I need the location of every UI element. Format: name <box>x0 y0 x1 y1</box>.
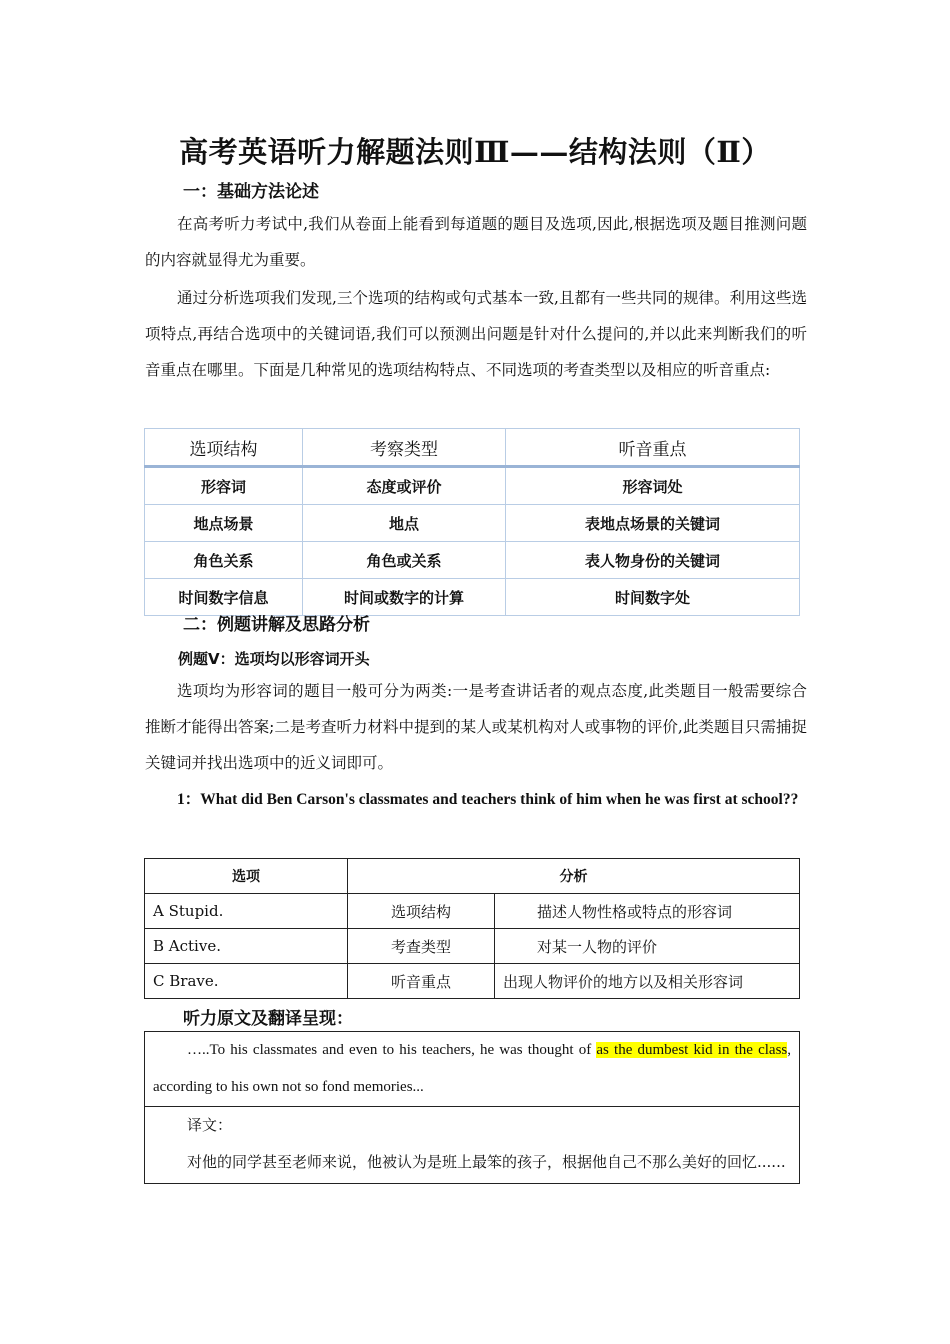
table-cell: 形容词 <box>145 467 303 505</box>
table-row <box>145 542 800 579</box>
section1-para1: 在高考听力考试中,我们从卷面上能看到每道题的题目及选项,因此,根据选项及题目推测问题的内容就显得尤为重要。 <box>145 215 807 269</box>
option-cell: A Stupid. <box>145 894 348 929</box>
table-row <box>145 894 800 929</box>
analysis-header: 分析 <box>348 859 800 894</box>
options-header: 选项 <box>145 859 348 894</box>
table-cell: 地点 <box>303 505 506 542</box>
transcript-original <box>145 1032 799 1107</box>
option-cell: C Brave. <box>145 964 348 999</box>
transcript-text-after: , according to his own not so fond memories... <box>153 1042 791 1095</box>
table-cell: 时间数字处 <box>506 579 800 616</box>
table-row <box>145 505 800 542</box>
table-header-row <box>145 859 800 894</box>
transcript-heading: 听力原文及翻译呈现： <box>183 1009 353 1029</box>
table-header-row <box>145 429 800 467</box>
table-row <box>145 467 800 505</box>
table-cell: 时间数字信息 <box>145 579 303 616</box>
table-header-cell: 听音重点 <box>506 429 800 467</box>
table-cell: 角色或关系 <box>303 542 506 579</box>
structure-table <box>144 428 800 616</box>
section1-para2: 通过分析选项我们发现,三个选项的结构或句式基本一致,且都有一些共同的规律。利用这些选项特点,再结合选项中的关键词语,我们可以预测出问题是针对什么提问的,并以此来判断我们的听音重点在哪里。下面是几种常见的选项结构特点、不同选项的考查类型以及相应的听音重点: <box>145 289 807 379</box>
value-cell: 出现人物评价的地方以及相关形容词 <box>495 964 800 999</box>
table-cell: 表地点场景的关键词 <box>506 505 800 542</box>
transcript-text-before: …..To his classmates and even to his teachers, he was thought of <box>187 1042 597 1058</box>
example-heading: 例题Ⅴ：选项均以形容词开头 <box>178 650 370 668</box>
section1-heading: 一：基础方法论述 <box>183 182 319 202</box>
analysis-table <box>144 858 800 999</box>
transcript-translation-section <box>145 1107 799 1183</box>
page-title: 高考英语听力解题法则Ⅲ——结构法则（Ⅱ） <box>179 135 771 169</box>
value-cell: 对某一人物的评价 <box>495 929 800 964</box>
translation-label: 译文： <box>187 1116 233 1134</box>
section2-heading: 二：例题讲解及思路分析 <box>183 615 370 635</box>
transcript-highlight: as the dumbest kid in the class <box>596 1042 788 1058</box>
table-cell: 形容词处 <box>506 467 800 505</box>
table-row <box>145 929 800 964</box>
table-header-cell: 选项结构 <box>145 429 303 467</box>
translation-text: 对他的同学甚至老师来说，他被认为是班上最笨的孩子，根据他自己不那么美好的回忆...... <box>187 1153 786 1171</box>
label-cell: 考查类型 <box>348 929 495 964</box>
section2-para: 选项均为形容词的题目一般可分为两类:一是考查讲话者的观点态度,此类题目一般需要综合推断才能得出答案;二是考查听力材料中提到的某人或某机构对人或事物的评价,此类题目只需捕捉关键词并找出选项中的近义词即可。 <box>145 682 807 772</box>
table-cell: 时间或数字的计算 <box>303 579 506 616</box>
value-cell: 描述人物性格或特点的形容词 <box>495 894 800 929</box>
table-header-cell: 考察类型 <box>303 429 506 467</box>
table-cell: 态度或评价 <box>303 467 506 505</box>
table-cell: 地点场景 <box>145 505 303 542</box>
label-cell: 选项结构 <box>348 894 495 929</box>
option-cell: B Active. <box>145 929 348 964</box>
transcript-box <box>144 1031 800 1184</box>
question-text: 1：What did Ben Carson's classmates and teachers think of him when he was first at school?? <box>177 791 799 808</box>
table-row <box>145 964 800 999</box>
table-cell: 角色关系 <box>145 542 303 579</box>
table-cell: 表人物身份的关键词 <box>506 542 800 579</box>
label-cell: 听音重点 <box>348 964 495 999</box>
